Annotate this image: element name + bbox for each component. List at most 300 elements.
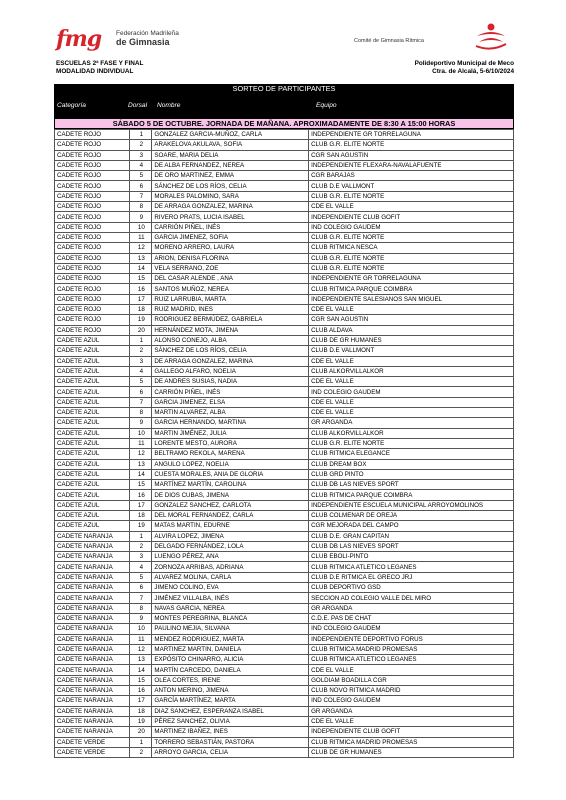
federation-line1: Federación Madrileña	[116, 30, 179, 37]
cell-category: CADETE NARANJA	[55, 716, 130, 726]
cell-dorsal: 19	[130, 716, 152, 726]
table-row	[55, 583, 514, 593]
cell-category: CADETE AZUL	[55, 510, 130, 520]
cell-category: CADETE AZUL	[55, 438, 130, 448]
cell-team: CDE EL VALLE	[309, 397, 514, 407]
cell-team: CLUB RITMICA PARQUE COIMBRA	[309, 490, 514, 500]
cell-name: DELGADO FERNÁNDEZ, LOLA	[152, 541, 309, 551]
col-name: Nombre	[157, 102, 181, 109]
cell-category: CADETE NARANJA	[55, 593, 130, 603]
cell-category: CADETE ROJO	[55, 212, 130, 222]
cell-dorsal: 8	[130, 408, 152, 418]
cell-category: CADETE AZUL	[55, 480, 130, 490]
cell-name: MARTINEZ MARTIN, DANIELA	[152, 644, 309, 654]
cell-category: CADETE NARANJA	[55, 531, 130, 541]
cell-dorsal: 11	[130, 438, 152, 448]
cell-dorsal: 20	[130, 325, 152, 335]
table-row	[55, 655, 514, 665]
cell-name: ALVAREZ MOLINA, CARLA	[152, 572, 309, 582]
cell-name: CARRIÓN PIÑEL, INÉS	[152, 387, 309, 397]
cell-team: CDE EL VALLE	[309, 377, 514, 387]
cell-category: CADETE AZUL	[55, 459, 130, 469]
table-row	[55, 510, 514, 520]
cell-team: GOLDIAM BOADILLA CGR	[309, 675, 514, 685]
cell-dorsal: 7	[130, 593, 152, 603]
participants-table	[54, 129, 514, 758]
cell-name: SOARE, MARIA DELIA	[152, 150, 309, 160]
cell-name: NAVAS GARCIA, NEREA	[152, 603, 309, 613]
cell-dorsal: 16	[130, 284, 152, 294]
table-row	[55, 531, 514, 541]
cell-team: CLUB DREAM BOX	[309, 459, 514, 469]
cell-dorsal: 1	[130, 737, 152, 747]
cell-team: INDEPENDIENTE SALESIANOS SAN MIGUEL	[309, 294, 514, 304]
cell-category: CADETE ROJO	[55, 263, 130, 273]
cell-team: CLUB COLMENAR DE OREJA	[309, 510, 514, 520]
cell-category: CADETE AZUL	[55, 428, 130, 438]
cell-category: CADETE NARANJA	[55, 613, 130, 623]
event-info	[56, 60, 143, 76]
cell-dorsal: 4	[130, 160, 152, 170]
cell-name: MARTIN JIMÉNEZ, JULIA	[152, 428, 309, 438]
table-row	[55, 675, 514, 685]
cell-name: HERNÁNDEZ MOTA, JIMENA	[152, 325, 309, 335]
cell-category: CADETE ROJO	[55, 294, 130, 304]
cell-category: CADETE AZUL	[55, 521, 130, 531]
col-team: Equipo	[316, 102, 337, 109]
cell-name: DE ORO MARTINEZ, EMMA	[152, 171, 309, 181]
cell-dorsal: 14	[130, 469, 152, 479]
cell-name: MARTIN ALVAREZ, ALBA	[152, 408, 309, 418]
cell-team: CDE EL VALLE	[309, 716, 514, 726]
cell-name: GONZALEZ GARCIA-MUÑOZ, CARLA	[152, 130, 309, 140]
cell-category: CADETE AZUL	[55, 366, 130, 376]
cell-category: CADETE NARANJA	[55, 696, 130, 706]
cell-category: CADETE NARANJA	[55, 541, 130, 551]
cell-name: DEL MORAL FERNANDEZ, CARLA	[152, 510, 309, 520]
cell-name: CUESTA MORALES, ANIA DE GLORIA	[152, 469, 309, 479]
cell-team: CLUB G.R. ELITE NORTE	[309, 438, 514, 448]
cell-category: CADETE AZUL	[55, 377, 130, 387]
cell-team: CLUB RITMICA ATLETICO LEGANES	[309, 562, 514, 572]
table-row	[55, 140, 514, 150]
cell-name: DE ANDRES SUSIAS, NADIA	[152, 377, 309, 387]
col-dorsal: Dorsal	[128, 102, 148, 109]
cell-dorsal: 8	[130, 603, 152, 613]
table-row	[55, 696, 514, 706]
cell-category: CADETE ROJO	[55, 243, 130, 253]
cell-name: RODRIGUEZ BERMÚDEZ, GABRIELA	[152, 315, 309, 325]
cell-name: RUIZ MADRID, INES	[152, 305, 309, 315]
cell-dorsal: 11	[130, 634, 152, 644]
cell-name: MORENO ARRERO, LAURA	[152, 243, 309, 253]
cell-category: CADETE VERDE	[55, 737, 130, 747]
cell-team: CGR MEJORADA DEL CAMPO	[309, 521, 514, 531]
cell-name: RIVERO PRATS, LUCIA ISABEL	[152, 212, 309, 222]
table-row	[55, 603, 514, 613]
cell-team: CLUB RITMICA PARQUE COIMBRA	[309, 284, 514, 294]
cell-name: OLEA CORTES, IRENE	[152, 675, 309, 685]
table-row	[55, 160, 514, 170]
cell-dorsal: 3	[130, 150, 152, 160]
cell-team: CLUB D.E VALLMONT	[309, 346, 514, 356]
cell-name: GARCIA HERNANDO, MARTINA	[152, 418, 309, 428]
cell-dorsal: 17	[130, 294, 152, 304]
cell-dorsal: 5	[130, 171, 152, 181]
cell-dorsal: 5	[130, 572, 152, 582]
cell-category: CADETE ROJO	[55, 202, 130, 212]
federation-line2: de Gimnasia	[116, 37, 170, 47]
cell-category: CADETE ROJO	[55, 191, 130, 201]
cell-dorsal: 9	[130, 418, 152, 428]
cell-name: DE DIOS CUBAS, JIMENA	[152, 490, 309, 500]
cell-name: GALLEGO ALFARO, NOELIA	[152, 366, 309, 376]
table-row	[55, 253, 514, 263]
venue-info	[415, 60, 514, 76]
cell-category: CADETE AZUL	[55, 335, 130, 345]
committee-name: Comité de Gimnasia Rítmica	[354, 38, 424, 44]
cell-team: INDEPENDIENTE GR TORRELAGUNA	[309, 130, 514, 140]
table-row	[55, 171, 514, 181]
cell-category: CADETE NARANJA	[55, 686, 130, 696]
cell-name: SÁNCHEZ DE LOS RÍOS, CELIA	[152, 346, 309, 356]
cell-dorsal: 16	[130, 686, 152, 696]
cell-name: MARTINEZ IBAÑEZ, INES	[152, 727, 309, 737]
cell-dorsal: 10	[130, 624, 152, 634]
cell-team: CLUB GRD PINTO	[309, 469, 514, 479]
cell-team: GR ARGANDA	[309, 706, 514, 716]
cell-category: CADETE AZUL	[55, 469, 130, 479]
cell-team: CLUB RITMICA NESCA	[309, 243, 514, 253]
cell-team: CLUB DE GR HUMANES	[309, 335, 514, 345]
cell-dorsal: 10	[130, 428, 152, 438]
cell-category: CADETE AZUL	[55, 449, 130, 459]
table-row	[55, 418, 514, 428]
committee-logo	[354, 22, 514, 52]
cell-name: EXPÓSITO CHINARRO, ALICIA	[152, 655, 309, 665]
cell-dorsal: 19	[130, 521, 152, 531]
cell-dorsal: 10	[130, 222, 152, 232]
cell-name: MENDEZ RODRIGUEZ, MARTA	[152, 634, 309, 644]
cell-dorsal: 17	[130, 696, 152, 706]
table-row	[55, 634, 514, 644]
cell-name: ZORNOZA ARRIBAS, ADRIANA	[152, 562, 309, 572]
table-row	[55, 408, 514, 418]
cell-name: ALVIRA LOPEZ, JIMENA	[152, 531, 309, 541]
table-row	[55, 469, 514, 479]
table-row	[55, 552, 514, 562]
cell-dorsal: 3	[130, 552, 152, 562]
col-category: Categoría	[57, 102, 86, 109]
table-row	[55, 716, 514, 726]
cell-name: ANTON MERINO, JIMENA	[152, 686, 309, 696]
cell-dorsal: 15	[130, 675, 152, 685]
cell-name: RUIZ LARRUBIA, MARTA	[152, 294, 309, 304]
table-row	[55, 449, 514, 459]
cell-name: CARRIÓN PIÑEL, INÉS	[152, 222, 309, 232]
cell-team: CLUB EBOLI-PINTO	[309, 552, 514, 562]
federation-name	[116, 30, 179, 46]
table-row	[55, 572, 514, 582]
cell-dorsal: 14	[130, 665, 152, 675]
cell-team: INDEPENDIENTE CLUB GOFIT	[309, 212, 514, 222]
cell-dorsal: 16	[130, 490, 152, 500]
table-row	[55, 747, 514, 757]
table-row	[55, 665, 514, 675]
cell-team: CLUB G.R. ELITE NORTE	[309, 140, 514, 150]
cell-category: CADETE ROJO	[55, 150, 130, 160]
cell-dorsal: 15	[130, 480, 152, 490]
table-row	[55, 356, 514, 366]
table-row	[55, 202, 514, 212]
table-row	[55, 212, 514, 222]
cell-category: CADETE ROJO	[55, 325, 130, 335]
cell-dorsal: 7	[130, 397, 152, 407]
cell-category: CADETE NARANJA	[55, 552, 130, 562]
cell-team: IND COLEGIO GAUDEM	[309, 696, 514, 706]
cell-name: LORENTE MESTO, AURORA	[152, 438, 309, 448]
cell-category: CADETE ROJO	[55, 253, 130, 263]
table-row	[55, 263, 514, 273]
cell-team: CLUB G.R. ELITE NORTE	[309, 253, 514, 263]
page-title: SORTEO DE PARTICIPANTES	[54, 84, 514, 94]
session-banner: SÁBADO 5 DE OCTUBRE. JORNADA DE MAÑANA. APROXIMADAMENTE DE 8:30 A 15:00 HORAS	[54, 118, 514, 129]
cell-dorsal: 6	[130, 583, 152, 593]
cell-dorsal: 18	[130, 305, 152, 315]
cell-category: CADETE ROJO	[55, 171, 130, 181]
table-row	[55, 593, 514, 603]
cell-name: DEL CASAR ALENDE , ANA	[152, 274, 309, 284]
table-row	[55, 346, 514, 356]
cell-dorsal: 4	[130, 366, 152, 376]
cell-name: MORALES PALOMINO, SARA	[152, 191, 309, 201]
cell-team: CGR BARAJAS	[309, 171, 514, 181]
cell-category: CADETE NARANJA	[55, 603, 130, 613]
cell-category: CADETE ROJO	[55, 284, 130, 294]
cell-team: CDE EL VALLE	[309, 665, 514, 675]
cell-category: CADETE ROJO	[55, 274, 130, 284]
cell-team: GR ARGANDA	[309, 603, 514, 613]
table-row	[55, 387, 514, 397]
cell-team: CLUB ALKORVILLALKOR	[309, 366, 514, 376]
cell-category: CADETE NARANJA	[55, 665, 130, 675]
cell-name: ARION, DENISA FLORINA	[152, 253, 309, 263]
table-row	[55, 480, 514, 490]
table-row	[55, 459, 514, 469]
cell-name: MARTÍNEZ MARTÍN, CAROLINA	[152, 480, 309, 490]
cell-team: CDE EL VALLE	[309, 356, 514, 366]
cell-dorsal: 13	[130, 655, 152, 665]
cell-name: ALONSO CONEJO, ALBA	[152, 335, 309, 345]
cell-team: CLUB D.E. GRAN CAPITAN	[309, 531, 514, 541]
cell-dorsal: 18	[130, 510, 152, 520]
table-row	[55, 284, 514, 294]
cell-name: DIAZ SANCHEZ, ESPERANZA ISABEL	[152, 706, 309, 716]
table-row	[55, 644, 514, 654]
cell-team: SECCION AD COLEGIO VALLE DEL MIRO	[309, 593, 514, 603]
cell-name: TORRERO SEBASTIÁN, PASTORA	[152, 737, 309, 747]
cell-team: IND COLEGIO GAUDEM	[309, 222, 514, 232]
event-line2: MODALIDAD INDIVIDUAL	[56, 68, 134, 75]
table-row	[55, 438, 514, 448]
cell-team: CLUB G.R. ELITE NORTE	[309, 232, 514, 242]
cell-dorsal: 6	[130, 387, 152, 397]
cell-name: ARAKELOVA AKULAVA, SOFIA	[152, 140, 309, 150]
table-row	[55, 315, 514, 325]
cell-category: CADETE ROJO	[55, 181, 130, 191]
cell-category: CADETE NARANJA	[55, 583, 130, 593]
cell-name: SANTOS MUÑOZ, NEREA	[152, 284, 309, 294]
cell-name: MONTES PEREGRINA, BLANCA	[152, 613, 309, 623]
cell-team: CLUB NOVO RITMICA MADRID	[309, 686, 514, 696]
cell-name: GARCIA JIMENEZ, ELSA	[152, 397, 309, 407]
table-row	[55, 232, 514, 242]
cell-team: GR ARGANDA	[309, 418, 514, 428]
cell-dorsal: 9	[130, 613, 152, 623]
cell-dorsal: 19	[130, 315, 152, 325]
cell-team: CLUB ALDAVA	[309, 325, 514, 335]
cell-category: CADETE ROJO	[55, 140, 130, 150]
cell-name: GONZALEZ SANCHEZ, CARLOTA	[152, 500, 309, 510]
cell-name: DE ARRAGA GONZALEZ, MARINA	[152, 202, 309, 212]
cell-dorsal: 13	[130, 253, 152, 263]
cell-name: VELA SERRANO, ZOE	[152, 263, 309, 273]
cell-team: CLUB DEPORTIVO GSD	[309, 583, 514, 593]
cell-name: SÁNCHEZ DE LOS RÍOS, CELIA	[152, 181, 309, 191]
table-row	[55, 366, 514, 376]
table-row	[55, 191, 514, 201]
cell-name: JIMÉNEZ VILLALBA, INÉS	[152, 593, 309, 603]
cell-dorsal: 2	[130, 140, 152, 150]
cell-dorsal: 6	[130, 181, 152, 191]
cell-team: CLUB DB LAS NIEVES SPORT	[309, 541, 514, 551]
cell-category: CADETE AZUL	[55, 408, 130, 418]
table-row	[55, 500, 514, 510]
table-row	[55, 243, 514, 253]
table-body	[55, 130, 514, 758]
cell-category: CADETE AZUL	[55, 500, 130, 510]
table-row	[55, 222, 514, 232]
cell-dorsal: 1	[130, 130, 152, 140]
cell-name: MARTÍN CARCEDO, DANIELA	[152, 665, 309, 675]
cell-dorsal: 18	[130, 706, 152, 716]
cell-category: CADETE VERDE	[55, 747, 130, 757]
cell-team: CLUB G.R. ELITE NORTE	[309, 191, 514, 201]
cell-name: LUENGO PÉREZ, ANA	[152, 552, 309, 562]
cell-dorsal: 12	[130, 644, 152, 654]
cell-dorsal: 14	[130, 263, 152, 273]
cell-team: INDEPENDIENTE DEPORTIVO FORUS	[309, 634, 514, 644]
cell-category: CADETE ROJO	[55, 222, 130, 232]
cell-dorsal: 17	[130, 500, 152, 510]
cell-category: CADETE AZUL	[55, 387, 130, 397]
cell-team: IND COLEGIO GAUDEM	[309, 624, 514, 634]
cell-team: INDEPENDIENTE FLEXARA-NAVALAFUENTE	[309, 160, 514, 170]
table-row	[55, 624, 514, 634]
cell-dorsal: 20	[130, 727, 152, 737]
cell-name: ANGULO LOPEZ, NOELIA	[152, 459, 309, 469]
table-row	[55, 541, 514, 551]
cell-dorsal: 11	[130, 232, 152, 242]
cell-team: CDE EL VALLE	[309, 202, 514, 212]
cell-name: DE ARRAGA GONZALEZ, MARINA	[152, 356, 309, 366]
fmg-logo-icon: fmg	[56, 26, 102, 52]
cell-team: C.D.E. PAS DE CHAT	[309, 613, 514, 623]
table-row	[55, 305, 514, 315]
cell-team: CGR SAN AGUSTIN	[309, 150, 514, 160]
table-row	[55, 335, 514, 345]
cell-dorsal: 4	[130, 562, 152, 572]
venue-line1: Polideportivo Municipal de Meco	[414, 60, 514, 67]
cell-name: GARCÍA MARTÍNEZ, MARTA	[152, 696, 309, 706]
cell-name: JIMENO COLINO, EVA	[152, 583, 309, 593]
table-row	[55, 428, 514, 438]
cell-dorsal: 8	[130, 202, 152, 212]
cell-category: CADETE AZUL	[55, 418, 130, 428]
event-line1: ESCUELAS 2ª FASE Y FINAL	[56, 60, 144, 67]
table-row	[55, 130, 514, 140]
cell-team: CLUB D.E VALLMONT	[309, 181, 514, 191]
cell-category: CADETE AZUL	[55, 397, 130, 407]
cell-name: GARCIA JIMENEZ, SOFIA	[152, 232, 309, 242]
cell-dorsal: 7	[130, 191, 152, 201]
cell-category: CADETE AZUL	[55, 346, 130, 356]
cell-name: PAULINO MEJIA, SILVANA	[152, 624, 309, 634]
cell-team: CLUB G.R. ELITE NORTE	[309, 263, 514, 273]
table-row	[55, 274, 514, 284]
cell-dorsal: 12	[130, 243, 152, 253]
cell-team: INDEPENDIENTE CLUB GOFIT	[309, 727, 514, 737]
cell-dorsal: 9	[130, 212, 152, 222]
cell-dorsal: 15	[130, 274, 152, 284]
table-row	[55, 706, 514, 716]
cell-category: CADETE AZUL	[55, 356, 130, 366]
cell-team: CLUB RITMICA ATLETICO LEGANES	[309, 655, 514, 665]
cell-category: CADETE ROJO	[55, 160, 130, 170]
cell-dorsal: 13	[130, 459, 152, 469]
cell-team: IND COLEGIO GAUDEM	[309, 387, 514, 397]
table-row	[55, 150, 514, 160]
table-row	[55, 490, 514, 500]
cell-category: CADETE NARANJA	[55, 655, 130, 665]
cell-category: CADETE NARANJA	[55, 706, 130, 716]
cell-category: CADETE NARANJA	[55, 624, 130, 634]
table-row	[55, 613, 514, 623]
cell-team: CLUB RITMICA ELEGANCE	[309, 449, 514, 459]
column-header	[54, 94, 514, 118]
cell-name: MATAS MARTIN, EDURNE	[152, 521, 309, 531]
cell-dorsal: 1	[130, 531, 152, 541]
table-row	[55, 562, 514, 572]
ribbon-logo-icon	[474, 22, 508, 50]
cell-dorsal: 3	[130, 356, 152, 366]
cell-team: CDE EL VALLE	[309, 408, 514, 418]
cell-team: INDEPENDIENTE ESCUELA MUNICIPAL ARROYOMOLINOS	[309, 500, 514, 510]
cell-dorsal: 2	[130, 747, 152, 757]
table-row	[55, 294, 514, 304]
cell-category: CADETE ROJO	[55, 232, 130, 242]
cell-name: DE ALBA FERNANDEZ, NEREA	[152, 160, 309, 170]
cell-team: CGR SAN AGUSTIN	[309, 315, 514, 325]
table-row	[55, 181, 514, 191]
cell-team: INDEPENDIENTE GR TORRELAGUNA	[309, 274, 514, 284]
cell-category: CADETE ROJO	[55, 305, 130, 315]
cell-category: CADETE ROJO	[55, 315, 130, 325]
cell-category: CADETE NARANJA	[55, 562, 130, 572]
cell-category: CADETE NARANJA	[55, 644, 130, 654]
cell-category: CADETE NARANJA	[55, 634, 130, 644]
cell-team: CLUB DB LAS NIEVES SPORT	[309, 480, 514, 490]
